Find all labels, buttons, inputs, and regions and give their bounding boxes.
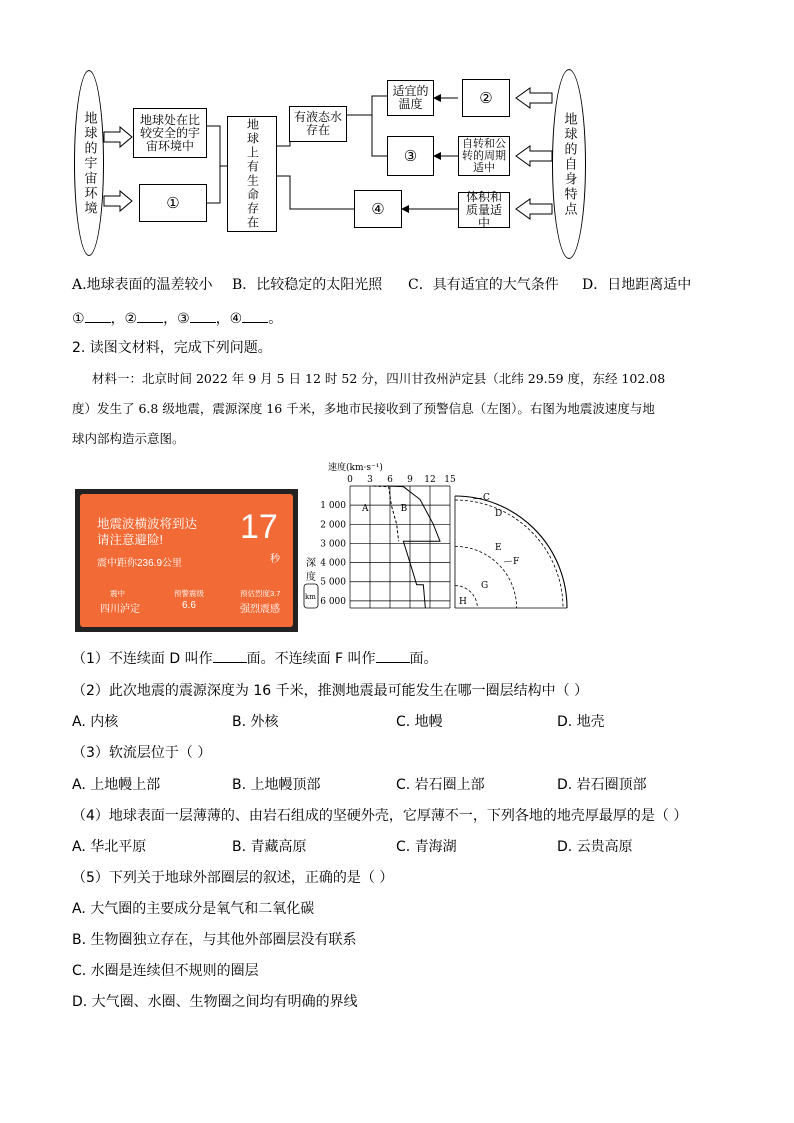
box-1 <box>139 184 207 222</box>
y-tick-group <box>320 501 346 607</box>
x-tick-group <box>347 475 456 485</box>
y-tick-label: 3 000 <box>320 539 346 550</box>
box-temperature-label: 适宜的温度 <box>392 84 429 111</box>
q1-blank-4[interactable] <box>242 310 268 323</box>
q2-1-stem <box>72 650 438 668</box>
q1-blank-2[interactable] <box>137 310 163 323</box>
q1-answer-line <box>72 310 282 328</box>
q2-1-mid: 面。不连续面 F 叫作 <box>246 651 376 667</box>
alert-line-1: 地震波横波将到达 <box>97 517 198 531</box>
alert-col2-value: 6.6 <box>182 600 196 611</box>
box-4 <box>354 190 402 228</box>
q1-blank-1[interactable] <box>85 310 111 323</box>
material-line-2: 度）发生了 6.8 级地震，震源深度 16 千米，多地市民接收到了预警信息（左图）。右图为地震波速度与地 <box>72 401 655 416</box>
flow-diagram <box>70 66 590 262</box>
series-line-b <box>387 486 440 608</box>
y-tick-label: 6 000 <box>320 596 346 607</box>
q2-1-blank-2[interactable] <box>376 650 410 663</box>
alert-seconds: 秒 <box>270 554 280 565</box>
x-tick-label: 12 <box>424 475 436 485</box>
alert-col2-label: 预警震级 <box>174 589 204 598</box>
y-tick-label: 5 000 <box>320 577 346 588</box>
q2-5-option-a[interactable]: A. 大气圈的主要成分是氧气和二氧化碳 <box>72 901 315 917</box>
y-tick-label: 4 000 <box>320 558 346 569</box>
q2-2-option-d[interactable]: D. 地壳 <box>557 714 605 730</box>
box-4-label: ④ <box>371 199 385 218</box>
q2-4-option-b[interactable]: B. 青藏高原 <box>232 839 307 855</box>
flow-connectors <box>70 66 590 262</box>
q2-3-stem: （3）软流层位于（ ） <box>72 745 212 761</box>
material-line-1: 材料一：北京时间 2022 年 9 月 5 日 12 时 52 分，四川甘孜州泸定县（北纬 29.59 度，东经 102.08 <box>92 371 666 386</box>
q2-5-option-d[interactable]: D. 大气圈、水圈、生物圈之间均有明确的界线 <box>72 994 358 1010</box>
alert-col3-value: 强烈震感 <box>240 604 280 615</box>
alert-col1-label: 震中 <box>110 589 125 598</box>
material-line-3: 球内部构造示意图。 <box>72 431 185 446</box>
right-ellipse-label: 地球的自身特点 <box>561 111 577 217</box>
y-axis-label-text-1: 深 <box>306 558 316 569</box>
layer-label-e: E <box>495 543 502 553</box>
layer-f-leader <box>504 561 512 562</box>
hollow-arrow-left-bottom <box>104 191 132 211</box>
y-axis-label <box>304 557 318 608</box>
box-3-label: ③ <box>403 146 418 165</box>
y-tick-label: 1 000 <box>320 501 346 512</box>
series-label-b: B <box>400 503 408 514</box>
q2-2-option-a[interactable]: A. 内核 <box>72 714 119 730</box>
q2-1-blank-1[interactable] <box>213 650 247 663</box>
q2-1-prefix: （1）不连续面 D 叫作 <box>72 651 213 667</box>
box-3 <box>387 136 434 176</box>
q2-1-suffix: 面。 <box>409 651 438 667</box>
series-label-a: A <box>362 503 369 514</box>
box-temperature <box>387 80 434 116</box>
chart-title: 速度(km·s⁻¹) <box>328 463 383 473</box>
box-volume <box>458 189 510 230</box>
q1-option-a: A.地球表面的温差较小 <box>72 277 213 293</box>
q1-option-d: D．日地距离适中 <box>582 277 692 293</box>
chart-series-group <box>361 486 440 608</box>
alert-col1-value: 四川泸定 <box>100 604 140 615</box>
layer-label-d: D <box>495 509 503 519</box>
q1-option-b: B．比较稳定的太阳光照 <box>232 277 383 293</box>
y-axis-label-text-2: 度 <box>306 572 316 583</box>
box-2 <box>462 79 510 117</box>
box-2-label: ② <box>479 88 493 107</box>
q1-blank-3[interactable] <box>190 310 216 323</box>
q1-answer-label-4: ，④ <box>215 311 243 327</box>
hollow-arrow-right-top <box>516 88 552 108</box>
x-tick-label: 3 <box>367 475 373 485</box>
q1-answer-label-1: ① <box>72 311 85 327</box>
q2-4-option-c[interactable]: C. 青海湖 <box>396 839 457 855</box>
earthquake-alert-image <box>75 489 298 632</box>
q2-3-option-a[interactable]: A. 上地幔上部 <box>72 777 161 793</box>
layer-label-f: F <box>513 557 520 567</box>
q2-2-option-b[interactable]: B. 外核 <box>232 714 279 730</box>
box-1-label: ① <box>166 193 180 212</box>
alert-line-2: 请注意避险! <box>97 533 163 547</box>
q2-3-option-d[interactable]: D. 岩石圈顶部 <box>557 777 647 793</box>
x-tick-label: 9 <box>407 475 413 485</box>
y-tick-label: 2 000 <box>320 520 346 531</box>
q1-option-c: C．具有适宜的大气条件 <box>408 277 559 293</box>
q2-2-stem: （2）此次地震的震源深度为 16 千米，推测地震最可能发生在哪一圈层结构中（ ） <box>72 683 589 699</box>
alert-col3-label: 预估烈度3.7 <box>240 589 281 598</box>
q2-4-option-a[interactable]: A. 华北平原 <box>72 839 147 855</box>
moho-arc <box>455 500 563 608</box>
box-life-label: 地球上有生命存在 <box>245 118 260 230</box>
box-safe-environment-label: 地球处在比较安全的宇宙环境中 <box>139 112 200 153</box>
box-water <box>289 106 347 142</box>
q1-answer-end: 。 <box>268 311 283 327</box>
series-line-a <box>373 486 398 541</box>
layer-label-g: G <box>481 581 489 591</box>
right-ellipse <box>552 69 586 259</box>
q2-3-option-b[interactable]: B. 上地幔顶部 <box>232 777 321 793</box>
alert-distance: 震中距你236.9公里 <box>97 558 183 569</box>
x-tick-label: 15 <box>444 475 456 485</box>
hollow-arrow-right-mid <box>516 146 552 166</box>
q2-5-option-b[interactable]: B. 生物圈独立存在，与其他外部圈层没有联系 <box>72 932 357 948</box>
hollow-arrow-left-top <box>104 127 132 147</box>
q2-2-option-c[interactable]: C. 地幔 <box>396 714 443 730</box>
hollow-arrow-right-bottom <box>516 199 552 219</box>
q1-answer-label-2: ，② <box>110 311 138 327</box>
x-tick-label: 0 <box>347 475 353 485</box>
q2-title: 2. 读图文材料，完成下列问题。 <box>72 340 272 356</box>
q2-4-option-d[interactable]: D. 云贵高原 <box>557 839 633 855</box>
layer-label-h: H <box>459 597 467 607</box>
box-volume-label: 体积和质量适中 <box>465 189 502 230</box>
layer-label-c: C <box>483 493 490 503</box>
box-rotation-label: 自转和公转的周期适中 <box>462 137 506 174</box>
left-ellipse <box>74 70 104 256</box>
seismic-wave-chart <box>300 458 570 618</box>
left-ellipse-label: 地球的宇宙环境 <box>81 110 97 216</box>
q2-4-stem: （4）地球表面一层薄薄的、由岩石组成的坚硬外壳，它厚薄不一，下列各地的地壳厚最厚的是（ ） <box>72 808 688 824</box>
q2-3-option-c[interactable]: C. 岩石圈上部 <box>396 777 485 793</box>
alert-countdown: 17 <box>240 508 278 546</box>
box-water-label: 有液态水存在 <box>293 110 342 137</box>
earth-surface-arc <box>455 496 567 608</box>
x-tick-label: 6 <box>387 475 393 485</box>
box-life <box>227 116 277 232</box>
q2-5-stem: （5）下列关于地球外部圈层的叙述，正确的是（ ） <box>72 870 394 886</box>
q2-5-option-c[interactable]: C. 水圈是连续但不规则的圈层 <box>72 963 259 979</box>
earth-structure-quadrant <box>455 493 567 608</box>
q1-answer-label-3: ，③ <box>163 311 190 327</box>
box-rotation <box>458 136 510 176</box>
y-axis-unit-text: km <box>305 593 316 601</box>
earthquake-alert-card <box>80 494 293 627</box>
box-safe-environment <box>133 108 207 158</box>
